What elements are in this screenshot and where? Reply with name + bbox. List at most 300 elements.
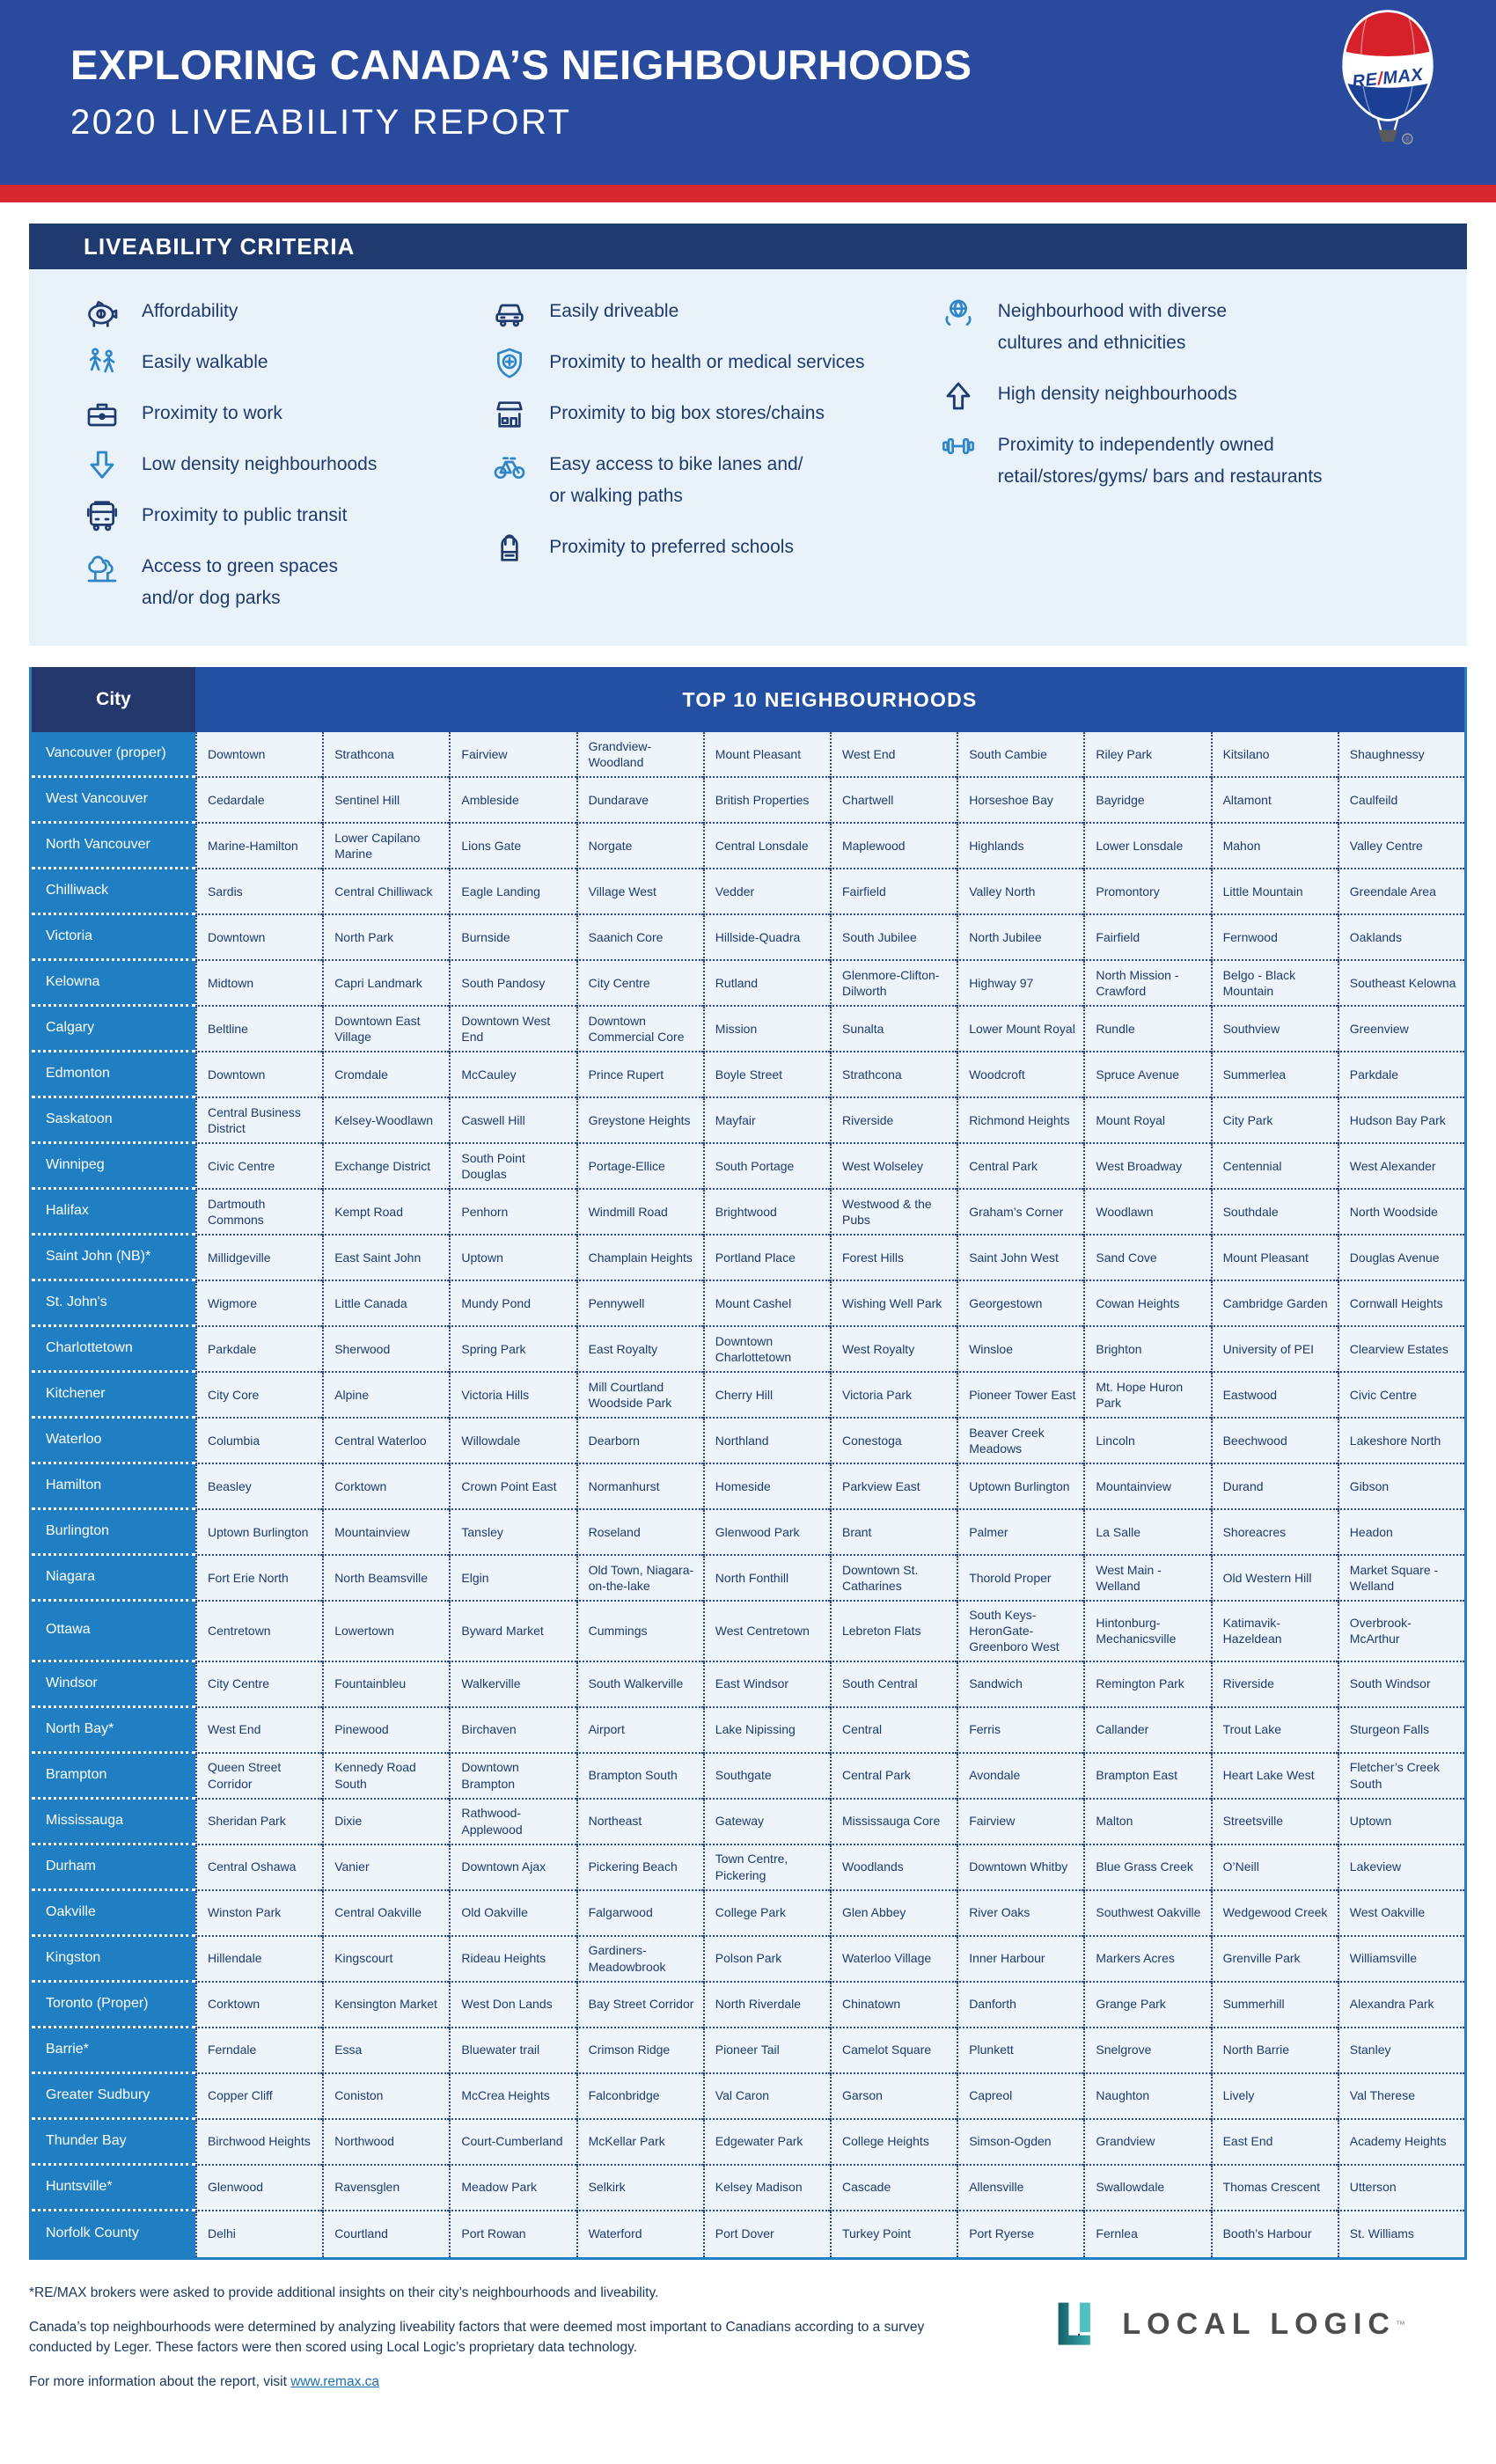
neighbourhood-cell: Corktown <box>195 1983 322 2028</box>
neighbourhood-cell: Downtown Charlottetown <box>703 1327 830 1373</box>
criteria-column-2 <box>491 294 940 632</box>
neighbourhood-cell: Woodlawn <box>1083 1190 1210 1236</box>
neighbourhood-cell: Northland <box>703 1419 830 1464</box>
neighbourhood-cell: Cummings <box>576 1602 703 1662</box>
neighbourhood-cell: Winsloe <box>957 1327 1083 1373</box>
neighbourhood-cell: Valley North <box>957 869 1083 915</box>
neighbourhood-cell: City Centre <box>576 961 703 1007</box>
red-divider-stripe <box>0 185 1496 202</box>
table-row <box>32 961 1464 1007</box>
neighbourhood-cell: Val Therese <box>1338 2074 1464 2120</box>
neighbourhood-cell: Dearborn <box>576 1419 703 1464</box>
neighbourhood-cell: Vedder <box>703 869 830 915</box>
neighbourhood-cell: Brampton South <box>576 1754 703 1800</box>
neighbourhood-cell: Port Dover <box>703 2211 830 2257</box>
neighbourhood-cell: Dartmouth Commons <box>195 1190 322 1236</box>
neighbourhood-cell: Vanier <box>322 1845 449 1891</box>
neighbourhood-cell: British Properties <box>703 778 830 824</box>
table-row <box>32 1602 1464 1662</box>
neighbourhood-cell: South Keys-HeronGate-Greenboro West <box>957 1602 1083 1662</box>
neighbourhood-cell: Parkdale <box>195 1327 322 1373</box>
local-logic-wordmark: LOCAL LOGIC <box>1122 2307 1396 2342</box>
criterion-label-line: Access to green spaces <box>142 556 338 576</box>
criterion-bicycle <box>491 447 940 517</box>
neighbourhood-cell: Parkdale <box>1338 1052 1464 1098</box>
neighbourhood-cell: Winston Park <box>195 1891 322 1937</box>
city-cell: Hamilton <box>32 1464 195 1510</box>
neighbourhood-cell: Greystone Heights <box>576 1098 703 1144</box>
table-header-row <box>32 667 1464 732</box>
neighbourhood-cell: Mayfair <box>703 1098 830 1144</box>
criterion-label-line: Proximity to work <box>142 403 282 423</box>
city-cell: Toronto (Proper) <box>32 1983 195 2028</box>
neighbourhood-cell: Kingscourt <box>322 1937 449 1983</box>
neighbourhood-cell: South Central <box>830 1662 957 1708</box>
neighbourhood-cell: Woodlands <box>830 1845 957 1891</box>
neighbourhood-cell: Blue Grass Creek <box>1083 1845 1210 1891</box>
remax-link[interactable]: www.remax.ca <box>290 2374 379 2390</box>
neighbourhood-cell: Market Square - Welland <box>1338 1556 1464 1602</box>
trademark-symbol: ™ <box>1396 2319 1405 2330</box>
city-cell: Vancouver (proper) <box>32 732 195 778</box>
neighbourhood-cell: Central <box>830 1708 957 1754</box>
neighbourhood-cell: College Park <box>703 1891 830 1937</box>
city-cell: Niagara <box>32 1556 195 1602</box>
neighbourhood-cell: Corktown <box>322 1464 449 1510</box>
table-row <box>32 1236 1464 1281</box>
neighbourhood-cell: Plunkett <box>957 2028 1083 2074</box>
criterion-briefcase <box>84 396 491 435</box>
neighbourhood-cell: Utterson <box>1338 2166 1464 2211</box>
neighbourhood-cell: Lower Mount Royal <box>957 1007 1083 1052</box>
neighbourhood-cell: Little Canada <box>322 1281 449 1327</box>
neighbourhood-cell: Downtown <box>195 1052 322 1098</box>
neighbourhood-cell: Summerlea <box>1211 1052 1338 1098</box>
neighbourhood-cell: Fairfield <box>830 869 957 915</box>
neighbourhood-cell: Birchaven <box>449 1708 576 1754</box>
city-cell: St. John's <box>32 1281 195 1327</box>
neighbourhood-cell: Woodcroft <box>957 1052 1083 1098</box>
criterion-label <box>549 447 803 517</box>
neighbourhood-cell: Bluewater trail <box>449 2028 576 2074</box>
city-cell: Kitchener <box>32 1373 195 1419</box>
neighbourhood-cell: Fairview <box>449 732 576 778</box>
city-cell: Victoria <box>32 915 195 961</box>
criterion-label <box>142 447 377 486</box>
neighbourhood-cell: Cedardale <box>195 778 322 824</box>
neighbourhood-cell: Columbia <box>195 1419 322 1464</box>
city-cell: Kingston <box>32 1937 195 1983</box>
neighbourhood-cell: Central Park <box>830 1754 957 1800</box>
table-row <box>32 1007 1464 1052</box>
criterion-label-line: Easy access to bike lanes and/ <box>549 454 803 474</box>
table-row <box>32 1098 1464 1144</box>
neighbourhood-cell: River Oaks <box>957 1891 1083 1937</box>
city-cell: Mississauga <box>32 1800 195 1845</box>
neighbourhood-cell: Lebreton Flats <box>830 1602 957 1662</box>
neighbourhood-cell: Conestoga <box>830 1419 957 1464</box>
neighbourhood-cell: Fernlea <box>1083 2211 1210 2257</box>
neighbourhood-cell: Fort Erie North <box>195 1556 322 1602</box>
neighbourhood-cell: Riley Park <box>1083 732 1210 778</box>
neighbourhood-cell: Lakeview <box>1338 1845 1464 1891</box>
criterion-label-line: Easily driveable <box>549 301 679 321</box>
city-cell: Halifax <box>32 1190 195 1236</box>
neighbourhood-cell: Parkview East <box>830 1464 957 1510</box>
neighbourhood-cell: East End <box>1211 2120 1338 2166</box>
neighbourhood-cell: Victoria Park <box>830 1373 957 1419</box>
neighbourhood-cell: Saanich Core <box>576 915 703 961</box>
criterion-label-line: or walking paths <box>549 486 683 506</box>
table-row <box>32 1708 1464 1754</box>
neighbourhood-cell: Riverside <box>830 1098 957 1144</box>
neighbourhood-cell: Promontory <box>1083 869 1210 915</box>
neighbourhood-cell: Highlands <box>957 824 1083 869</box>
neighbourhood-cell: Chinatown <box>830 1983 957 2028</box>
neighbourhood-cell: Southwest Oakville <box>1083 1891 1210 1937</box>
neighbourhood-cell: Central Chilliwack <box>322 869 449 915</box>
criterion-label-line: Affordability <box>142 301 238 321</box>
neighbourhood-cell: Lower Lonsdale <box>1083 824 1210 869</box>
neighbourhood-cell: Centretown <box>195 1602 322 1662</box>
neighbourhood-cell: Kensington Market <box>322 1983 449 2028</box>
neighbourhood-cell: Dixie <box>322 1800 449 1845</box>
neighbourhood-cell: Avondale <box>957 1754 1083 1800</box>
local-logic-icon <box>1055 2300 1106 2350</box>
neighbourhood-cell: Stanley <box>1338 2028 1464 2074</box>
neighbourhood-cell: Valley Centre <box>1338 824 1464 869</box>
neighbourhood-cell: Downtown Commercial Core <box>576 1007 703 1052</box>
neighbourhood-cell: Garson <box>830 2074 957 2120</box>
neighbourhood-cell: Capreol <box>957 2074 1083 2120</box>
criterion-label-line: and/or dog parks <box>142 588 281 608</box>
neighbourhood-cell: Swallowdale <box>1083 2166 1210 2211</box>
registered-mark: ® <box>1404 135 1411 144</box>
neighbourhood-cell: West Alexander <box>1338 1144 1464 1190</box>
neighbourhood-cell: North Jubilee <box>957 915 1083 961</box>
neighbourhood-cell: Tansley <box>449 1510 576 1556</box>
table-row <box>32 1419 1464 1464</box>
neighbourhood-cell: Champlain Heights <box>576 1236 703 1281</box>
table-row <box>32 1510 1464 1556</box>
neighbourhood-cell: Millidgeville <box>195 1236 322 1281</box>
neighbourhood-cell: Allensville <box>957 2166 1083 2211</box>
criterion-label-line: Proximity to independently owned <box>997 435 1274 455</box>
criteria-column-1 <box>84 294 491 632</box>
neighbourhood-cell: West Wolseley <box>830 1144 957 1190</box>
neighbourhood-cell: Civic Centre <box>195 1144 322 1190</box>
neighbourhood-cell: Sherwood <box>322 1327 449 1373</box>
neighbourhood-cell: Malton <box>1083 1800 1210 1845</box>
neighbourhood-cell: Northwood <box>322 2120 449 2166</box>
neighbourhood-cell: Highway 97 <box>957 961 1083 1007</box>
neighbourhood-cell: South Cambie <box>957 732 1083 778</box>
neighbourhood-cell: Courtland <box>322 2211 449 2257</box>
criterion-label <box>549 530 794 568</box>
neighbourhood-cell: Brightwood <box>703 1190 830 1236</box>
neighbourhood-cell: Remington Park <box>1083 1662 1210 1708</box>
neighbourhood-cell: Delhi <box>195 2211 322 2257</box>
neighbourhood-cell: Capri Landmark <box>322 961 449 1007</box>
neighbourhood-cell: Saint John West <box>957 1236 1083 1281</box>
neighbourhood-cell: West End <box>830 732 957 778</box>
neighbourhood-cell: Little Mountain <box>1211 869 1338 915</box>
neighbourhood-cell: Lakeshore North <box>1338 1419 1464 1464</box>
footnote-brokers: *RE/MAX brokers were asked to provide additional insights on their city’s neighbourhoods and liveability. <box>29 2284 659 2300</box>
neighbourhood-cell: Cherry Hill <box>703 1373 830 1419</box>
neighbourhood-cell: Waterford <box>576 2211 703 2257</box>
neighbourhood-cell: Graham’s Corner <box>957 1190 1083 1236</box>
city-cell: Barrie* <box>32 2028 195 2074</box>
table-row <box>32 2074 1464 2120</box>
neighbourhood-cell: Civic Centre <box>1338 1373 1464 1419</box>
neighbourhood-cell: Heart Lake West <box>1211 1754 1338 1800</box>
local-logic-logo <box>1055 2300 1405 2350</box>
neighbourhood-cell: Beaver Creek Meadows <box>957 1419 1083 1464</box>
neighbourhood-cell: Chartwell <box>830 778 957 824</box>
criterion-label <box>549 294 678 333</box>
criterion-label-line: High density neighbourhoods <box>997 384 1237 404</box>
neighbourhood-cell: Beasley <box>195 1464 322 1510</box>
neighbourhood-cell: Mission <box>703 1007 830 1052</box>
neighbourhood-cell: Cromdale <box>322 1052 449 1098</box>
neighbourhood-cell: East Windsor <box>703 1662 830 1708</box>
neighbourhood-cell: Crimson Ridge <box>576 2028 703 2074</box>
neighbourhood-cell: Roseland <box>576 1510 703 1556</box>
neighbourhood-cell: Westwood & the Pubs <box>830 1190 957 1236</box>
city-column-header: City <box>32 667 195 732</box>
car-icon <box>491 294 528 331</box>
neighbourhood-cell: Hillendale <box>195 1937 322 1983</box>
neighbourhood-cell: Brampton East <box>1083 1754 1210 1800</box>
neighbourhood-cell: Lincoln <box>1083 1419 1210 1464</box>
city-cell: Saint John (NB)* <box>32 1236 195 1281</box>
neighbourhood-cell: Mississauga Core <box>830 1800 957 1845</box>
criterion-label <box>549 345 864 384</box>
neighbourhood-cell: North Barrie <box>1211 2028 1338 2074</box>
table-row <box>32 915 1464 961</box>
neighbourhood-cell: Kennedy Road South <box>322 1754 449 1800</box>
criterion-diversity-globe <box>940 294 1442 364</box>
neighbourhood-cell: Rundle <box>1083 1007 1210 1052</box>
table-row <box>32 2028 1464 2074</box>
neighbourhood-cell: Edgewater Park <box>703 2120 830 2166</box>
table-row <box>32 1937 1464 1983</box>
neighbourhood-cell: Mount Pleasant <box>1211 1236 1338 1281</box>
neighbourhood-cell: Beechwood <box>1211 1419 1338 1464</box>
table-row <box>32 1983 1464 2028</box>
neighbourhood-cell: Bay Street Corridor <box>576 1983 703 2028</box>
arrow-up-icon <box>940 377 977 414</box>
neighbourhood-cell: Horseshoe Bay <box>957 778 1083 824</box>
neighbourhood-cell: Downtown Whitby <box>957 1845 1083 1891</box>
criterion-label-line: Easily walkable <box>142 352 268 372</box>
walkers-icon <box>84 345 121 382</box>
city-cell: Calgary <box>32 1007 195 1052</box>
neighbourhood-cell: Gardiners-Meadowbrook <box>576 1937 703 1983</box>
neighbourhood-cell: Rutland <box>703 961 830 1007</box>
table-row <box>32 2211 1464 2257</box>
neighbourhood-cell: Grenville Park <box>1211 1937 1338 1983</box>
neighbourhood-cell: Glenmore-Clifton-Dilworth <box>830 961 957 1007</box>
table-row <box>32 1662 1464 1708</box>
neighbourhood-cell: Glenwood <box>195 2166 322 2211</box>
neighbourhood-cell: City Core <box>195 1373 322 1419</box>
neighbourhood-cell: Elgin <box>449 1556 576 1602</box>
neighbourhood-cell: Lake Nipissing <box>703 1708 830 1754</box>
neighbourhood-cell: Village West <box>576 869 703 915</box>
neighbourhood-cell: Old Oakville <box>449 1891 576 1937</box>
bus-icon <box>84 498 121 535</box>
neighbourhood-cell: Mount Royal <box>1083 1098 1210 1144</box>
neighbourhood-cell: Kelsey-Woodlawn <box>322 1098 449 1144</box>
neighbourhood-cell: West Main - Welland <box>1083 1556 1210 1602</box>
neighbourhood-cell: Kelsey Madison <box>703 2166 830 2211</box>
criterion-label <box>998 428 1323 498</box>
neighbourhood-cell: Greenview <box>1338 1007 1464 1052</box>
city-cell: Durham <box>32 1845 195 1891</box>
neighbourhood-cell: Downtown St. Catharines <box>830 1556 957 1602</box>
neighbourhood-cell: Pinewood <box>322 1708 449 1754</box>
criterion-label-line: Neighbourhood with diverse <box>997 301 1228 321</box>
criterion-label <box>142 345 268 384</box>
criterion-bus <box>84 498 491 537</box>
page-header <box>0 0 1496 185</box>
neighbourhood-cell: West Centretown <box>703 1602 830 1662</box>
neighbourhood-cell: Caswell Hill <box>449 1098 576 1144</box>
neighbourhood-cell: Snelgrove <box>1083 2028 1210 2074</box>
neighbourhood-cell: Uptown Burlington <box>957 1464 1083 1510</box>
neighbourhood-cell: Lions Gate <box>449 824 576 869</box>
neighbourhood-cell: South Point Douglas <box>449 1144 576 1190</box>
neighbourhood-cell: Selkirk <box>576 2166 703 2211</box>
criterion-label <box>142 396 282 435</box>
briefcase-icon <box>84 396 121 433</box>
table-row <box>32 869 1464 915</box>
neighbourhood-cell: Palmer <box>957 1510 1083 1556</box>
neighbourhood-cell: Sunalta <box>830 1007 957 1052</box>
neighbourhood-cell: Val Caron <box>703 2074 830 2120</box>
table-row <box>32 1144 1464 1190</box>
neighbourhood-cell: Mount Pleasant <box>703 732 830 778</box>
neighbourhood-cell: Polson Park <box>703 1937 830 1983</box>
neighbourhood-cell: McCrea Heights <box>449 2074 576 2120</box>
neighbourhood-cell: Naughton <box>1083 2074 1210 2120</box>
neighbourhood-cell: Hudson Bay Park <box>1338 1098 1464 1144</box>
neighbourhood-cell: Thorold Proper <box>957 1556 1083 1602</box>
neighbourhood-cell: Southeast Kelowna <box>1338 961 1464 1007</box>
criterion-car <box>491 294 940 333</box>
table-row <box>32 1327 1464 1373</box>
bicycle-icon <box>491 447 528 484</box>
diversity-globe-icon <box>940 294 977 331</box>
neighbourhood-cell: Streetsville <box>1211 1800 1338 1845</box>
table-row <box>32 1052 1464 1098</box>
neighbourhood-cell: Downtown East Village <box>322 1007 449 1052</box>
neighbourhood-cell: Grandview-Woodland <box>576 732 703 778</box>
neighbourhood-cell: Sentinel Hill <box>322 778 449 824</box>
table-row <box>32 2166 1464 2211</box>
neighbourhood-cell: Mill Courtland Woodside Park <box>576 1373 703 1419</box>
dumbbell-icon <box>940 428 977 465</box>
neighbourhood-cell: Copper Cliff <box>195 2074 322 2120</box>
city-cell: Winnipeg <box>32 1144 195 1190</box>
neighbourhood-cell: East Royalty <box>576 1327 703 1373</box>
neighbourhood-cell: Pioneer Tower East <box>957 1373 1083 1419</box>
neighbourhood-cell: Bayridge <box>1083 778 1210 824</box>
criterion-piggy-bank <box>84 294 491 333</box>
city-cell: Greater Sudbury <box>32 2074 195 2120</box>
neighbourhood-cell: Fairfield <box>1083 915 1210 961</box>
neighbourhood-cell: Downtown Ajax <box>449 1845 576 1891</box>
neighbourhood-cell: Richmond Heights <box>957 1098 1083 1144</box>
neighbourhood-cell: Sand Cove <box>1083 1236 1210 1281</box>
table-row <box>32 1800 1464 1845</box>
neighbourhood-cell: South Windsor <box>1338 1662 1464 1708</box>
neighbourhood-cell: Strathcona <box>322 732 449 778</box>
neighbourhood-cell: Mundy Pond <box>449 1281 576 1327</box>
neighbourhood-cell: Callander <box>1083 1708 1210 1754</box>
criteria-title: LIVEABILITY CRITERIA <box>84 232 356 260</box>
neighbourhood-cell: Spruce Avenue <box>1083 1052 1210 1098</box>
neighbourhood-cell: Prince Rupert <box>576 1052 703 1098</box>
neighbourhood-cell: Willowdale <box>449 1419 576 1464</box>
neighbourhood-cell: Fernwood <box>1211 915 1338 961</box>
neighbourhood-cell: Wedgewood Creek <box>1211 1891 1338 1937</box>
neighbourhood-cell: Turkey Point <box>830 2211 957 2257</box>
neighbourhood-cell: Portland Place <box>703 1236 830 1281</box>
neighbourhood-cell: Central Oshawa <box>195 1845 322 1891</box>
neighbourhood-cell: City Centre <box>195 1662 322 1708</box>
neighbourhood-cell: Airport <box>576 1708 703 1754</box>
neighbourhood-cell: West Royalty <box>830 1327 957 1373</box>
neighbourhood-cell: Central Oakville <box>322 1891 449 1937</box>
neighbourhood-cell: Downtown West End <box>449 1007 576 1052</box>
neighbourhoods-table <box>29 667 1467 2260</box>
criterion-dumbbell <box>940 428 1442 498</box>
neighbourhood-cell: Kempt Road <box>322 1190 449 1236</box>
neighbourhood-cell: Headon <box>1338 1510 1464 1556</box>
neighbourhood-cell: Alexandra Park <box>1338 1983 1464 2028</box>
neighbourhood-cell: Sturgeon Falls <box>1338 1708 1464 1754</box>
neighbourhood-cell: Homeside <box>703 1464 830 1510</box>
table-row <box>32 1754 1464 1800</box>
footnote-methodology: Canada’s top neighbourhoods were determined by analyzing liveability factors that were deemed most important to Canadians according to a survey conducted by Leger. These factors were then scored using Local Logic’s proprietary data technology. <box>29 2319 925 2356</box>
neighbourhood-cell: Shaughnessy <box>1338 732 1464 778</box>
page-footer <box>29 2283 1467 2407</box>
neighbourhood-cell: Boyle Street <box>703 1052 830 1098</box>
neighbourhood-cell: Pioneer Tail <box>703 2028 830 2074</box>
city-cell: Kelowna <box>32 961 195 1007</box>
neighbourhood-cell: Academy Heights <box>1338 2120 1464 2166</box>
criterion-trees <box>84 549 491 620</box>
criterion-label-line: Low density neighbourhoods <box>142 454 378 474</box>
neighbourhood-cell: Meadow Park <box>449 2166 576 2211</box>
neighbourhood-cell: Cambridge Garden <box>1211 1281 1338 1327</box>
city-cell: West Vancouver <box>32 778 195 824</box>
neighbourhood-cell: Southgate <box>703 1754 830 1800</box>
city-cell: Charlottetown <box>32 1327 195 1373</box>
neighbourhood-cell: Greendale Area <box>1338 869 1464 915</box>
criterion-label <box>142 498 347 537</box>
neighbourhood-cell: Old Western Hill <box>1211 1556 1338 1602</box>
criteria-list <box>29 269 1467 646</box>
neighbourhood-cell: Waterloo Village <box>830 1937 957 1983</box>
neighbourhood-cell: Brighton <box>1083 1327 1210 1373</box>
neighbourhood-cell: Town Centre, Pickering <box>703 1845 830 1891</box>
neighbourhood-cell: Strathcona <box>830 1052 957 1098</box>
neighbourhood-cell: City Park <box>1211 1098 1338 1144</box>
